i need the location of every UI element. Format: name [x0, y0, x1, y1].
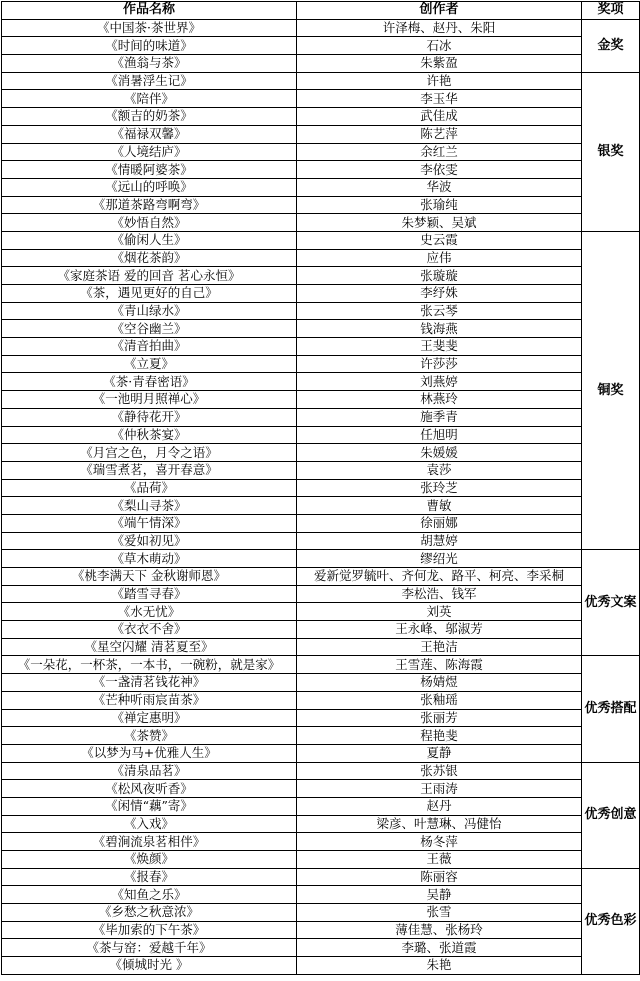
table-row: [2, 108, 640, 126]
table-row: [2, 214, 640, 232]
author-cell: 武佳成: [297, 108, 582, 126]
table-row: [2, 373, 640, 391]
work-title-cell: 《桃李满天下 金秋谢师恩》: [2, 568, 297, 586]
table-body: [2, 19, 640, 974]
work-title-cell: 《消暑浮生记》: [2, 72, 297, 90]
table-row: [2, 957, 640, 975]
author-cell: 张苏银: [297, 762, 582, 780]
author-cell: 许泽梅、赵丹、朱阳: [297, 19, 582, 37]
author-cell: 王雨涛: [297, 780, 582, 798]
author-cell: 许莎莎: [297, 355, 582, 373]
work-title-cell: 《额吉的奶茶》: [2, 108, 297, 126]
author-cell: 刘英: [297, 603, 582, 621]
author-cell: 曹敏: [297, 497, 582, 515]
table-row: [2, 267, 640, 285]
work-title-cell: 《以梦为马+优雅人生》: [2, 744, 297, 762]
author-cell: 张瑜纯: [297, 196, 582, 214]
work-title-cell: 《端午情深》: [2, 514, 297, 532]
work-title-cell: 《禅定惠明》: [2, 709, 297, 727]
work-title-cell: 《一池明月照禅心》: [2, 391, 297, 409]
table-row: [2, 603, 640, 621]
author-cell: 史云霞: [297, 231, 582, 249]
author-cell: 程艳斐: [297, 727, 582, 745]
author-cell: 陈艺萍: [297, 125, 582, 143]
table-row: [2, 231, 640, 249]
author-cell: 朱媛媛: [297, 444, 582, 462]
work-title-cell: 《茶赞》: [2, 727, 297, 745]
work-title-cell: 《情暖阿婆茶》: [2, 161, 297, 179]
award-cell: 优秀搭配: [582, 656, 640, 762]
author-cell: 张丽芳: [297, 709, 582, 727]
author-cell: 梁彦、叶慧琳、冯健怡: [297, 815, 582, 833]
work-title-cell: 《知鱼之乐》: [2, 886, 297, 904]
table-row: [2, 143, 640, 161]
work-title-cell: 《家庭茶语 爱的回音 茗心永恒》: [2, 267, 297, 285]
author-cell: 王雪莲、陈海霞: [297, 656, 582, 674]
author-cell: 李玉华: [297, 90, 582, 108]
table-row: [2, 55, 640, 73]
work-title-cell: 《茶，遇见更好的自己》: [2, 285, 297, 303]
author-cell: 陈丽容: [297, 868, 582, 886]
award-cell: 优秀色彩: [582, 868, 640, 974]
work-title-cell: 《星空闪耀 清茗夏至》: [2, 638, 297, 656]
work-title-cell: 《踏雪寻春》: [2, 585, 297, 603]
work-title-cell: 《一盏清茗钱花神》: [2, 674, 297, 692]
table-row: [2, 727, 640, 745]
table-row: [2, 178, 640, 196]
work-title-cell: 《茶与窑：爱越千年》: [2, 939, 297, 957]
work-title-cell: 《入戏》: [2, 815, 297, 833]
table-row: [2, 886, 640, 904]
author-cell: 张釉瑶: [297, 691, 582, 709]
table-row: [2, 833, 640, 851]
table-row: [2, 797, 640, 815]
work-title-cell: 《陪伴》: [2, 90, 297, 108]
work-title-cell: 《青山绿水》: [2, 302, 297, 320]
work-title-cell: 《品荷》: [2, 479, 297, 497]
work-title-cell: 《倾城时光 》: [2, 957, 297, 975]
table-row: [2, 939, 640, 957]
author-cell: 施季青: [297, 408, 582, 426]
author-cell: 李依雯: [297, 161, 582, 179]
table-row: [2, 744, 640, 762]
work-title-cell: 《松风夜听香》: [2, 780, 297, 798]
header-title: 作品名称: [2, 2, 297, 20]
work-title-cell: 《草木萌动》: [2, 550, 297, 568]
work-title-cell: 《毕加索的下午茶》: [2, 921, 297, 939]
table-row: [2, 656, 640, 674]
header-author: 创作者: [297, 2, 582, 20]
work-title-cell: 《一朵花，一杯茶，一本书，一碗粉，就是家》: [2, 656, 297, 674]
table-row: [2, 320, 640, 338]
author-cell: 朱紫盈: [297, 55, 582, 73]
table-row: [2, 196, 640, 214]
work-title-cell: 《月宫之色，月令之语》: [2, 444, 297, 462]
table-row: [2, 921, 640, 939]
author-cell: 任旭明: [297, 426, 582, 444]
work-title-cell: 《衣衣不舍》: [2, 621, 297, 639]
table-row: [2, 37, 640, 55]
header-row: [2, 2, 640, 20]
work-title-cell: 《妙悟自然》: [2, 214, 297, 232]
author-cell: 李璐、张道霞: [297, 939, 582, 957]
work-title-cell: 《闲情“藕”寄》: [2, 797, 297, 815]
work-title-cell: 《偷闲人生》: [2, 231, 297, 249]
table-row: [2, 302, 640, 320]
author-cell: 杨婧煜: [297, 674, 582, 692]
table-row: [2, 497, 640, 515]
author-cell: 李松浩、钱军: [297, 585, 582, 603]
author-cell: 石冰: [297, 37, 582, 55]
table-row: [2, 391, 640, 409]
author-cell: 徐丽娜: [297, 514, 582, 532]
table-row: [2, 585, 640, 603]
work-title-cell: 《报春》: [2, 868, 297, 886]
work-title-cell: 《烟花茶韵》: [2, 249, 297, 267]
award-table: [1, 1, 640, 975]
table-row: [2, 709, 640, 727]
work-title-cell: 《立夏》: [2, 355, 297, 373]
author-cell: 张雪: [297, 904, 582, 922]
work-title-cell: 《瑞雪煮茗，喜开春意》: [2, 461, 297, 479]
author-cell: 袁莎: [297, 461, 582, 479]
author-cell: 杨冬萍: [297, 833, 582, 851]
work-title-cell: 《空谷幽兰》: [2, 320, 297, 338]
table-row: [2, 479, 640, 497]
table-row: [2, 444, 640, 462]
author-cell: 王斐斐: [297, 338, 582, 356]
author-cell: 李纾姝: [297, 285, 582, 303]
author-cell: 朱梦颖、吴斌: [297, 214, 582, 232]
award-cell: 优秀创意: [582, 762, 640, 868]
table-row: [2, 691, 640, 709]
table-row: [2, 904, 640, 922]
work-title-cell: 《水无忧》: [2, 603, 297, 621]
work-title-cell: 《静待花开》: [2, 408, 297, 426]
award-cell: 金奖: [582, 19, 640, 72]
table-row: [2, 550, 640, 568]
work-title-cell: 《茶·青春密语》: [2, 373, 297, 391]
work-title-cell: 《福禄双馨》: [2, 125, 297, 143]
work-title-cell: 《爱如初见》: [2, 532, 297, 550]
work-title-cell: 《仲秋茶宴》: [2, 426, 297, 444]
author-cell: 赵丹: [297, 797, 582, 815]
author-cell: 余红兰: [297, 143, 582, 161]
work-title-cell: 《清音拍曲》: [2, 338, 297, 356]
author-cell: 吴静: [297, 886, 582, 904]
table-row: [2, 568, 640, 586]
author-cell: 王薇: [297, 851, 582, 869]
table-row: [2, 125, 640, 143]
table-row: [2, 249, 640, 267]
work-title-cell: 《芒种听雨宸苗茶》: [2, 691, 297, 709]
author-cell: 王艳洁: [297, 638, 582, 656]
author-cell: 华波: [297, 178, 582, 196]
table-row: [2, 638, 640, 656]
author-cell: 胡慧婷: [297, 532, 582, 550]
table-row: [2, 851, 640, 869]
author-cell: 王永峰、邬淑芳: [297, 621, 582, 639]
author-cell: 夏静: [297, 744, 582, 762]
author-cell: 薄佳慧、张杨玲: [297, 921, 582, 939]
author-cell: 爱新觉罗毓叶、齐何龙、路平、柯亮、李采桐: [297, 568, 582, 586]
table-row: [2, 461, 640, 479]
table-row: [2, 90, 640, 108]
author-cell: 林燕玲: [297, 391, 582, 409]
award-cell: 优秀文案: [582, 550, 640, 656]
table-row: [2, 19, 640, 37]
table-row: [2, 355, 640, 373]
work-title-cell: 《清泉品茗》: [2, 762, 297, 780]
award-cell: 铜奖: [582, 231, 640, 549]
table-row: [2, 532, 640, 550]
work-title-cell: 《渔翁与茶》: [2, 55, 297, 73]
table-row: [2, 408, 640, 426]
table-row: [2, 815, 640, 833]
author-cell: 钱海燕: [297, 320, 582, 338]
work-title-cell: 《时间的味道》: [2, 37, 297, 55]
table-row: [2, 426, 640, 444]
work-title-cell: 《碧涧流泉茗相伴》: [2, 833, 297, 851]
work-title-cell: 《乡愁之秋意浓》: [2, 904, 297, 922]
author-cell: 朱艳: [297, 957, 582, 975]
table-row: [2, 514, 640, 532]
table-row: [2, 780, 640, 798]
work-title-cell: 《中国茶·茶世界》: [2, 19, 297, 37]
table-row: [2, 285, 640, 303]
table-row: [2, 338, 640, 356]
header-award: 奖项: [582, 2, 640, 20]
table-row: [2, 621, 640, 639]
award-cell: 银奖: [582, 72, 640, 231]
work-title-cell: 《焕颜》: [2, 851, 297, 869]
author-cell: 刘燕婷: [297, 373, 582, 391]
table-row: [2, 72, 640, 90]
work-title-cell: 《人境结庐》: [2, 143, 297, 161]
author-cell: 张璇璇: [297, 267, 582, 285]
work-title-cell: 《远山的呼唤》: [2, 178, 297, 196]
table-row: [2, 161, 640, 179]
author-cell: 张玲芝: [297, 479, 582, 497]
work-title-cell: 《梨山寻茶》: [2, 497, 297, 515]
table-row: [2, 762, 640, 780]
author-cell: 应伟: [297, 249, 582, 267]
table-row: [2, 868, 640, 886]
author-cell: 缪绍光: [297, 550, 582, 568]
author-cell: 张云琴: [297, 302, 582, 320]
table-row: [2, 674, 640, 692]
work-title-cell: 《那道茶路弯啊弯》: [2, 196, 297, 214]
author-cell: 许艳: [297, 72, 582, 90]
